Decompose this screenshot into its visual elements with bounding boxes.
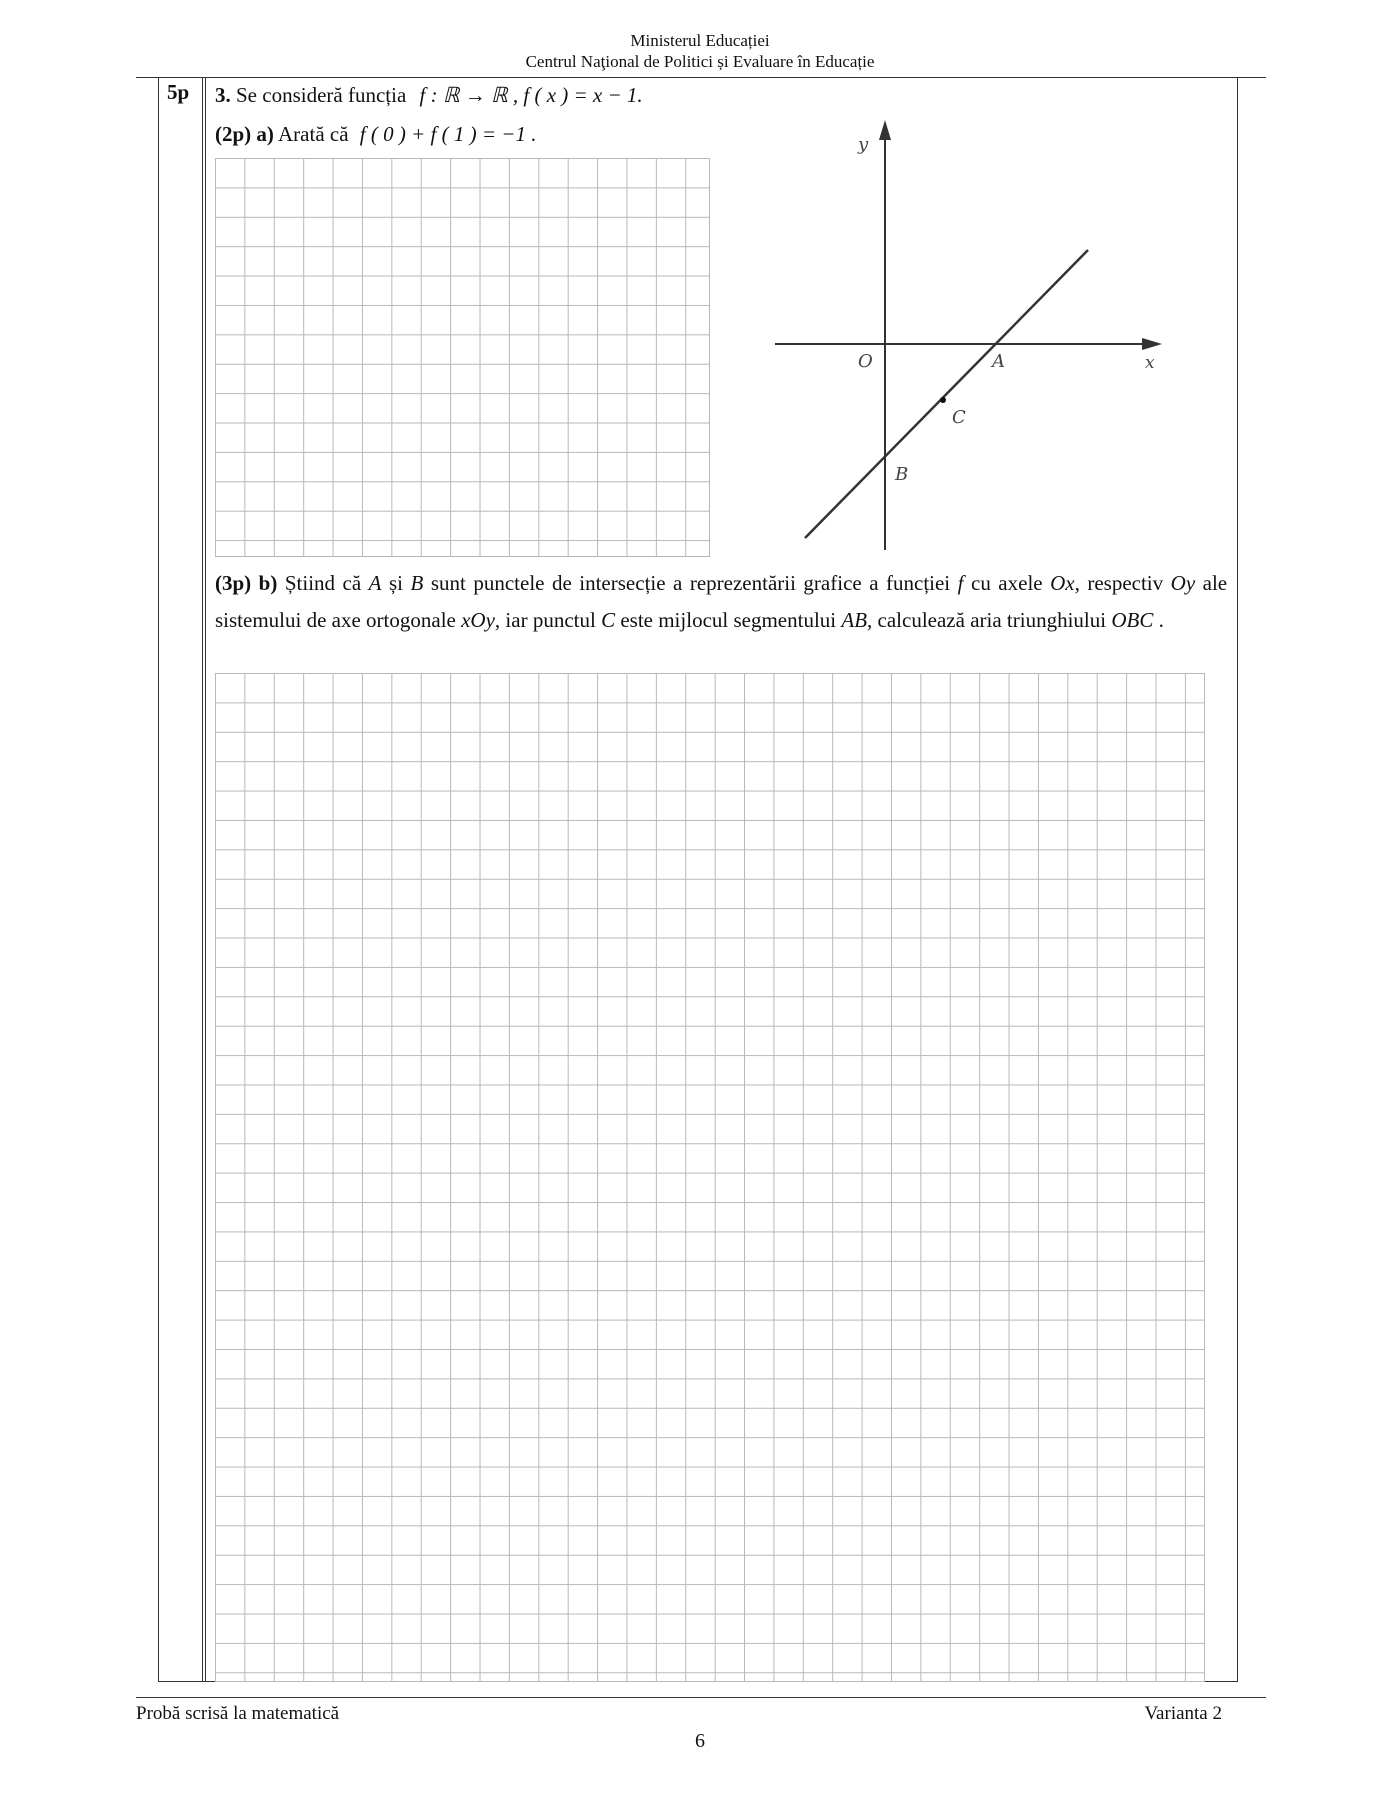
part-b-segment-ab: AB: [841, 608, 868, 632]
part-a-statement: [215, 122, 536, 147]
part-b-text-5: ale sistemului de axe ortogonale: [215, 571, 1228, 632]
answer-grid-part-a[interactable]: [215, 158, 710, 557]
part-b-point-a: A: [368, 571, 382, 595]
part-b-text-7: este mijlocul segmentului: [620, 608, 837, 632]
x-axis-arrow: [1142, 338, 1162, 350]
function-definition: f : ℝ → ℝ , f ( x ) = x − 1.: [419, 83, 643, 107]
part-a-expression: f ( 0 ) + f ( 1 ) = −1 .: [359, 122, 537, 146]
part-b-text-1: Știind că: [284, 571, 362, 595]
footer-variant: Varianta 2: [1144, 1703, 1222, 1724]
part-b-system-xoy: xOy: [461, 608, 495, 632]
part-a-label: a): [256, 122, 274, 146]
point-b-label: B: [895, 464, 909, 485]
part-a-text: Arată că: [278, 122, 349, 146]
function-graph: [770, 110, 1170, 560]
exercise-statement: [215, 83, 643, 108]
exercise-number: 3.: [215, 83, 231, 107]
points-column-divider: [202, 77, 206, 1682]
part-b-text-6: , iar punctul: [494, 608, 596, 632]
footer-exam-title: Probă scrisă la matematică: [136, 1703, 340, 1724]
origin-label: O: [858, 351, 873, 372]
point-a-label: A: [992, 351, 1005, 372]
footer-rule: [136, 1697, 1266, 1698]
part-b-points: (3p): [215, 571, 252, 595]
answer-grid-part-b[interactable]: [215, 673, 1205, 1682]
exercise-points: 5p: [167, 80, 190, 104]
page-header: [0, 30, 1400, 72]
part-b-text-3: cu axele: [971, 571, 1043, 595]
part-b-axis-oy: Oy: [1170, 571, 1196, 595]
header-center: Centrul Naţional de Politici și Evaluare în Educație: [525, 52, 875, 71]
point-c-marker: [940, 397, 946, 403]
part-b-function-f: f: [957, 571, 964, 595]
part-b-text-8: , calculează aria triunghiului: [867, 608, 1107, 632]
exercise-intro: Se consideră funcția: [236, 83, 407, 107]
part-b-label: b): [258, 571, 278, 595]
part-b-text-9: .: [1158, 608, 1164, 632]
page-number: 6: [695, 1730, 705, 1752]
part-b-axis-ox: Ox: [1050, 571, 1075, 595]
part-b-text-2: sunt punctele de intersecție a reprezentării grafice a funcției: [430, 571, 951, 595]
part-b-point-c: C: [601, 608, 616, 632]
part-b-triangle-obc: OBC: [1111, 608, 1154, 632]
part-b-and: și: [389, 571, 404, 595]
part-b-statement: [215, 565, 1227, 639]
function-line: [805, 250, 1088, 538]
part-b-point-b: B: [410, 571, 424, 595]
part-a-points: (2p): [215, 122, 252, 146]
y-axis-arrow: [879, 120, 891, 140]
header-ministry: Ministerul Educației: [630, 31, 770, 50]
y-axis-label: y: [858, 134, 869, 155]
x-axis-label: x: [1145, 353, 1155, 373]
point-c-label: C: [952, 407, 966, 428]
part-b-text-4: , respectiv: [1074, 571, 1164, 595]
